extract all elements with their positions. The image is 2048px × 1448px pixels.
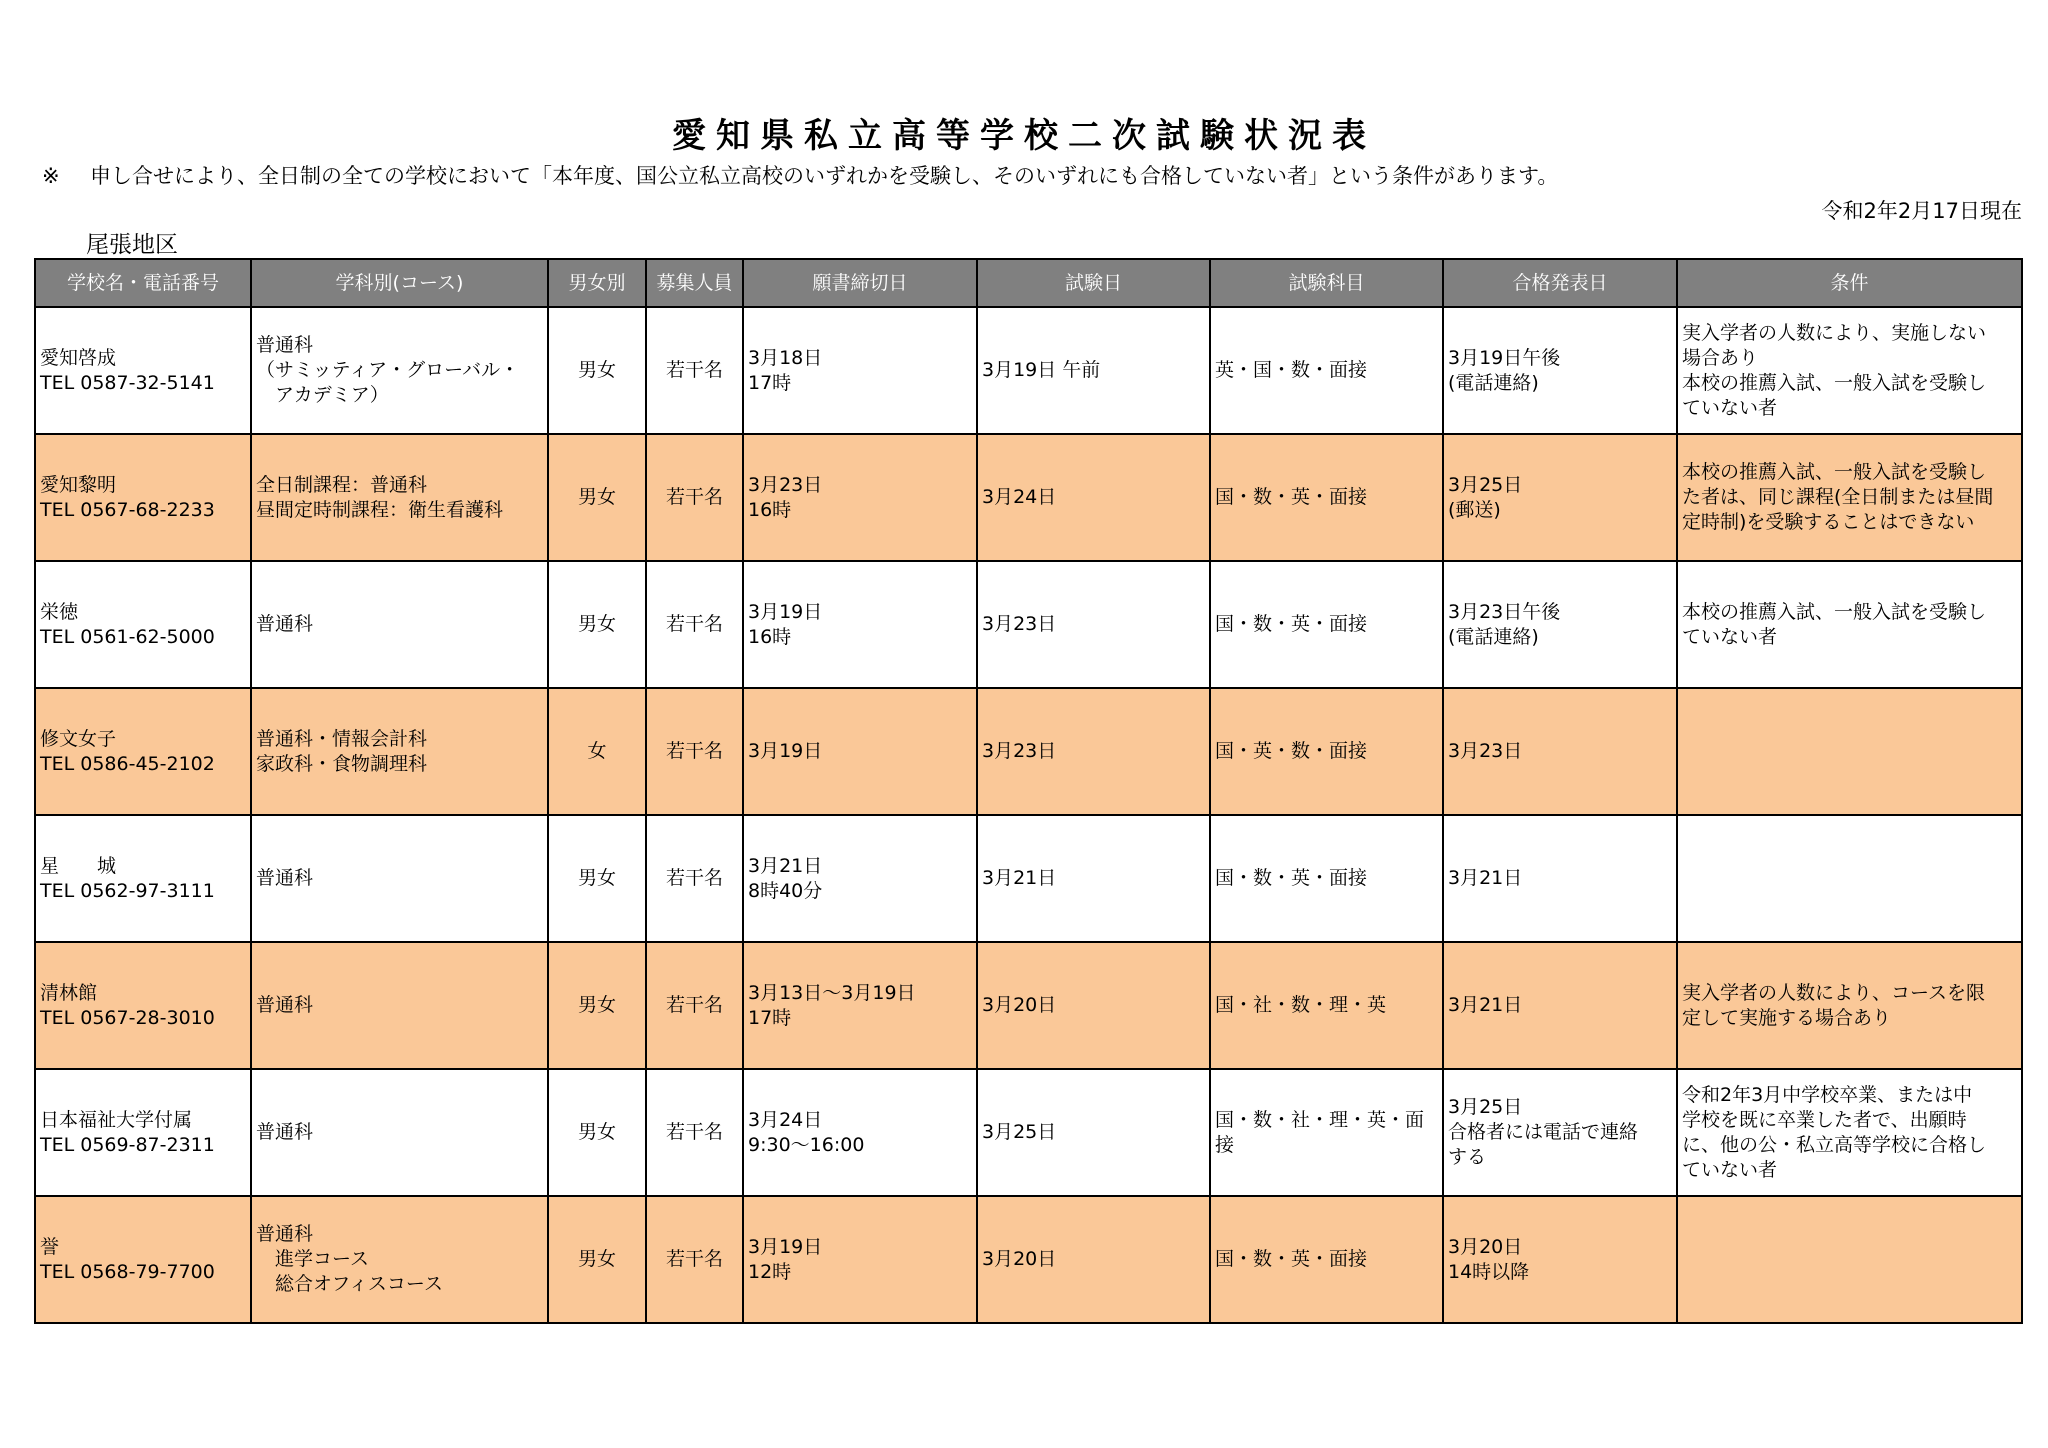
exam-date-cell — [977, 561, 1210, 688]
exam-date-cell — [977, 434, 1210, 561]
gender-cell: 男女 — [548, 815, 646, 942]
result-cell-line: 3月25日 — [1448, 1096, 1523, 1118]
exam-status-table — [34, 258, 2023, 1324]
table-header-row — [35, 259, 2022, 307]
result-cell-line: 3月23日午後 — [1448, 600, 1561, 623]
course-cell-line: 普通科 — [256, 1121, 314, 1143]
subjects-cell: 国・数・英・面接 — [1210, 1196, 1443, 1323]
deadline-cell — [743, 815, 977, 942]
school-cell — [35, 1069, 251, 1196]
subjects-cell: 国・数・社・理・英・面接 — [1210, 1069, 1443, 1196]
school-cell-line: TEL 0567-28-3010 — [40, 1006, 215, 1029]
conditions-cell-line: 学校を既に卒業した者で、出願時 — [1682, 1108, 1967, 1131]
subjects-cell: 国・数・英・面接 — [1210, 561, 1443, 688]
conditions-cell — [1677, 434, 2022, 561]
deadline-cell — [743, 434, 977, 561]
school-cell-line: TEL 0568-79-7700 — [40, 1260, 215, 1283]
result-cell — [1443, 434, 1677, 561]
table-row — [35, 688, 2022, 815]
table-row — [35, 561, 2022, 688]
gender-cell: 男女 — [548, 307, 646, 434]
school-cell-line: 栄徳 — [40, 600, 79, 623]
table-body — [35, 307, 2022, 1323]
header-exam-date: 試験日 — [977, 259, 1210, 307]
capacity-cell: 若干名 — [646, 1196, 743, 1323]
conditions-cell-line: 場合あり — [1682, 346, 1759, 369]
header-result: 合格発表日 — [1443, 259, 1677, 307]
capacity-cell: 若干名 — [646, 1069, 743, 1196]
deadline-cell — [743, 307, 977, 434]
notice-text: 申し合せにより、全日制の全ての学校において「本年度、国公立私立高校のいずれかを受験し、そのいずれにも合格していない者」という条件があります。 — [90, 164, 1559, 188]
conditions-cell — [1677, 307, 2022, 434]
header-gender: 男女別 — [548, 259, 646, 307]
school-cell — [35, 942, 251, 1069]
exam-date-cell-line: 3月21日 — [982, 867, 1057, 889]
result-cell-line: 合格者には電話で連絡 — [1448, 1121, 1639, 1143]
deadline-cell — [743, 561, 977, 688]
deadline-cell — [743, 688, 977, 815]
table-row — [35, 942, 2022, 1069]
school-cell — [35, 561, 251, 688]
school-cell-line: TEL 0567-68-2233 — [40, 498, 215, 521]
deadline-cell-line: 3月18日 — [748, 346, 823, 369]
subjects-cell: 国・英・数・面接 — [1210, 688, 1443, 815]
school-cell-line: TEL 0586-45-2102 — [40, 752, 215, 775]
exam-date-cell — [977, 942, 1210, 1069]
table-row — [35, 815, 2022, 942]
result-cell-line: (電話連絡) — [1448, 371, 1539, 394]
course-cell-line: 普通科 — [256, 334, 314, 356]
header-conditions: 条件 — [1677, 259, 2022, 307]
result-cell — [1443, 815, 1677, 942]
deadline-cell-line: 17時 — [748, 1006, 792, 1029]
result-cell-line: (電話連絡) — [1448, 625, 1539, 648]
conditions-cell-line: ていない者 — [1682, 396, 1778, 419]
course-cell — [251, 1196, 548, 1323]
notice-mark: ※ — [42, 164, 60, 188]
conditions-cell-line: ていない者 — [1682, 1158, 1778, 1181]
school-cell-line: 修文女子 — [40, 727, 117, 750]
header-deadline: 願書締切日 — [743, 259, 977, 307]
district-label: 尾張地区 — [86, 232, 178, 258]
school-cell-line: TEL 0587-32-5141 — [40, 371, 215, 394]
school-cell — [35, 1196, 251, 1323]
result-cell — [1443, 688, 1677, 815]
gender-cell: 男女 — [548, 1069, 646, 1196]
gender-cell: 男女 — [548, 1196, 646, 1323]
deadline-cell-line: 3月24日 — [748, 1108, 823, 1131]
result-cell-line: (郵送) — [1448, 498, 1501, 521]
result-cell-line: 3月21日 — [1448, 994, 1523, 1016]
course-cell — [251, 1069, 548, 1196]
course-cell — [251, 434, 548, 561]
exam-date-cell — [977, 815, 1210, 942]
conditions-cell-line: 実入学者の人数により、実施しない — [1682, 321, 1987, 344]
deadline-cell-line: 3月23日 — [748, 473, 823, 496]
conditions-cell — [1677, 561, 2022, 688]
result-cell — [1443, 307, 1677, 434]
course-cell — [251, 688, 548, 815]
school-cell-line: 清林館 — [40, 981, 98, 1004]
deadline-cell-line: 3月19日 — [748, 600, 823, 623]
subjects-cell: 英・国・数・面接 — [1210, 307, 1443, 434]
deadline-cell-line: 16時 — [748, 498, 792, 521]
school-cell — [35, 688, 251, 815]
table-row — [35, 434, 2022, 561]
header-capacity: 募集人員 — [646, 259, 743, 307]
course-cell-line: 家政科・食物調理科 — [256, 752, 428, 775]
exam-date-cell-line: 3月24日 — [982, 486, 1057, 508]
conditions-cell — [1677, 815, 2022, 942]
deadline-cell-line: 3月19日 — [748, 1235, 823, 1258]
exam-date-cell-line: 3月20日 — [982, 1248, 1057, 1270]
course-cell-line: 全日制課程：普通科 — [256, 473, 428, 496]
conditions-cell-line: 令和2年3月中学校卒業、または中 — [1682, 1083, 1973, 1106]
deadline-cell-line: 3月19日 — [748, 740, 823, 762]
course-cell-line: 進学コース — [256, 1248, 370, 1270]
subjects-cell: 国・社・数・理・英 — [1210, 942, 1443, 1069]
deadline-cell-line: 8時40分 — [748, 879, 823, 902]
school-cell-line: TEL 0569-87-2311 — [40, 1133, 215, 1156]
conditions-cell — [1677, 688, 2022, 815]
result-cell-line: 3月21日 — [1448, 867, 1523, 889]
header-school: 学校名・電話番号 — [35, 259, 251, 307]
result-cell-line: 3月20日 — [1448, 1235, 1523, 1258]
result-cell-line: 3月25日 — [1448, 473, 1523, 496]
result-cell-line: 3月23日 — [1448, 740, 1523, 762]
result-cell-line: 14時以降 — [1448, 1260, 1530, 1283]
exam-date-cell-line: 3月23日 — [982, 613, 1057, 635]
course-cell-line: 普通科 — [256, 1223, 314, 1245]
deadline-cell-line: 9:30～16:00 — [748, 1133, 865, 1156]
exam-date-cell — [977, 1069, 1210, 1196]
conditions-cell-line: た者は、同じ課程(全日制または昼間 — [1682, 486, 1994, 508]
course-cell-line: アカデミア） — [256, 384, 389, 406]
deadline-cell — [743, 1196, 977, 1323]
result-cell — [1443, 942, 1677, 1069]
subjects-cell: 国・数・英・面接 — [1210, 434, 1443, 561]
deadline-cell-line: 3月21日 — [748, 854, 823, 877]
school-cell — [35, 815, 251, 942]
table-row — [35, 1196, 2022, 1323]
course-cell-line: 普通科 — [256, 867, 314, 889]
conditions-cell-line: 定時制)を受験することはできない — [1682, 511, 1975, 533]
course-cell — [251, 815, 548, 942]
conditions-cell-line: 本校の推薦入試、一般入試を受験し — [1682, 371, 1987, 394]
course-cell-line: 総合オフィスコース — [256, 1273, 443, 1295]
header-course: 学科別(コース) — [251, 259, 548, 307]
school-cell — [35, 307, 251, 434]
gender-cell: 男女 — [548, 942, 646, 1069]
deadline-cell-line: 16時 — [748, 625, 792, 648]
deadline-cell — [743, 942, 977, 1069]
school-cell — [35, 434, 251, 561]
result-cell — [1443, 561, 1677, 688]
course-cell-line: 普通科・情報会計科 — [256, 727, 428, 750]
capacity-cell: 若干名 — [646, 561, 743, 688]
capacity-cell: 若干名 — [646, 688, 743, 815]
deadline-cell-line: 3月13日～3月19日 — [748, 981, 916, 1004]
gender-cell: 男女 — [548, 561, 646, 688]
result-cell-line: する — [1448, 1146, 1487, 1168]
capacity-cell: 若干名 — [646, 434, 743, 561]
page-title: 愛知県私立高等学校二次試験状況表 — [672, 116, 1376, 156]
exam-date-cell-line: 3月25日 — [982, 1121, 1057, 1143]
conditions-cell-line: ていない者 — [1682, 625, 1778, 648]
conditions-cell — [1677, 1069, 2022, 1196]
school-cell-line: 誉 — [40, 1235, 60, 1258]
notice-line — [42, 160, 1558, 190]
school-cell-line: TEL 0562-97-3111 — [40, 879, 215, 902]
subjects-cell: 国・数・英・面接 — [1210, 815, 1443, 942]
capacity-cell: 若干名 — [646, 815, 743, 942]
gender-cell: 女 — [548, 688, 646, 815]
conditions-cell-line: に、他の公・私立高等学校に合格し — [1682, 1133, 1987, 1156]
school-cell-line: 星 城 — [40, 854, 117, 877]
course-cell-line: 普通科 — [256, 613, 314, 635]
conditions-cell — [1677, 942, 2022, 1069]
exam-date-cell-line: 3月19日 午前 — [982, 359, 1101, 381]
conditions-cell-line: 定して実施する場合あり — [1682, 1006, 1892, 1029]
gender-cell: 男女 — [548, 434, 646, 561]
exam-date-cell — [977, 1196, 1210, 1323]
course-cell — [251, 561, 548, 688]
result-cell — [1443, 1069, 1677, 1196]
capacity-cell: 若干名 — [646, 942, 743, 1069]
table-row — [35, 1069, 2022, 1196]
course-cell-line: （サミッティア・グローバル・ — [256, 359, 520, 381]
capacity-cell: 若干名 — [646, 307, 743, 434]
deadline-cell-line: 12時 — [748, 1260, 792, 1283]
course-cell — [251, 307, 548, 434]
deadline-cell — [743, 1069, 977, 1196]
exam-date-cell-line: 3月23日 — [982, 740, 1057, 762]
as-of-date: 令和2年2月17日現在 — [1821, 199, 2022, 223]
exam-date-cell — [977, 688, 1210, 815]
table-row — [35, 307, 2022, 434]
exam-date-cell — [977, 307, 1210, 434]
course-cell-line: 普通科 — [256, 994, 314, 1016]
school-cell-line: 日本福祉大学付属 — [40, 1108, 193, 1131]
school-cell-line: 愛知啓成 — [40, 346, 117, 369]
exam-date-cell-line: 3月20日 — [982, 994, 1057, 1016]
course-cell-line: 昼間定時制課程：衛生看護科 — [256, 498, 504, 521]
course-cell — [251, 942, 548, 1069]
conditions-cell-line: 本校の推薦入試、一般入試を受験し — [1682, 600, 1987, 623]
deadline-cell-line: 17時 — [748, 371, 792, 394]
conditions-cell-line: 本校の推薦入試、一般入試を受験し — [1682, 461, 1987, 483]
result-cell-line: 3月19日午後 — [1448, 346, 1561, 369]
conditions-cell — [1677, 1196, 2022, 1323]
result-cell — [1443, 1196, 1677, 1323]
school-cell-line: 愛知黎明 — [40, 473, 117, 496]
conditions-cell-line: 実入学者の人数により、コースを限 — [1682, 981, 1986, 1004]
school-cell-line: TEL 0561-62-5000 — [40, 625, 215, 648]
header-subjects: 試験科目 — [1210, 259, 1443, 307]
